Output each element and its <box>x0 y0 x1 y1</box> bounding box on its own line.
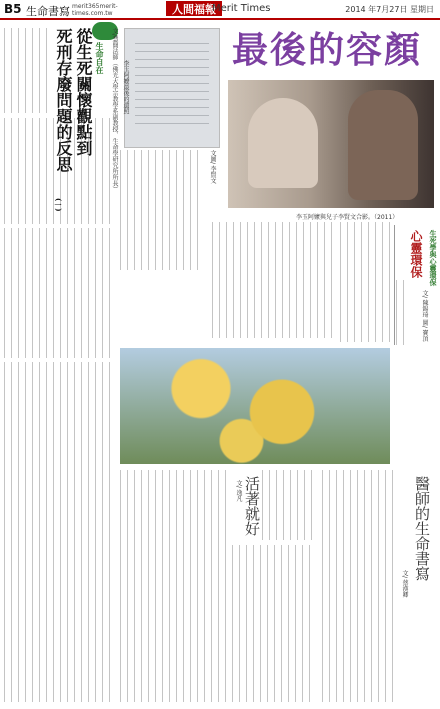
website-url: merit365merit-times.com.tw <box>72 3 118 17</box>
article-title-part: (一) <box>54 198 63 212</box>
son-figure <box>348 90 418 200</box>
column-divider <box>394 225 395 345</box>
essay-author: 文/ 逸凡 <box>235 480 242 502</box>
article-body <box>4 228 114 358</box>
grandmother-figure <box>248 98 318 188</box>
yellow-flower-photo <box>120 348 390 464</box>
essay-body <box>262 470 316 540</box>
article-title-line2: 死刑存廢問題的反思 <box>54 28 73 172</box>
essay-body <box>232 545 316 702</box>
feature-author: 文圖/ 李賢文 <box>209 150 216 184</box>
photo-caption: 李玉阿嬤與兒子李賢文合影。（2011） <box>296 214 399 221</box>
column-author: 文/ 陳錫琦 圖/ 寶頂 <box>421 290 428 342</box>
issue-date: 2014 年7月27日 星期日 <box>345 5 434 14</box>
feature-body <box>212 222 338 338</box>
section-number: B5 <box>4 2 22 16</box>
newspaper-english-name: Merit Times <box>212 3 271 14</box>
grandmother-son-photo <box>228 80 434 208</box>
essay-title: 活著就好 <box>243 476 261 536</box>
newspaper-logo: 人間福報 <box>166 1 222 16</box>
feature-title: 最後的容顏 <box>232 29 423 71</box>
article-body <box>4 28 50 113</box>
column-body <box>396 280 406 345</box>
essay2-author: 文/ 蔡漢卿 <box>401 570 408 598</box>
essay2-body <box>322 470 398 702</box>
letter-photo <box>124 28 220 148</box>
column-tag-green: 生死學與心靈環保 <box>429 230 437 286</box>
article-author: 文/慧開法師（佛光大學宗教學系副教授、生命學研究所所長） <box>111 28 118 193</box>
column-tag-label: 生命自在 <box>95 42 104 74</box>
column-title: 心靈環保 <box>409 230 423 278</box>
feature-body <box>120 150 204 270</box>
article-body <box>4 118 114 224</box>
essay2-title: 醫師的生命書寫 <box>413 476 431 581</box>
article-body <box>4 362 114 702</box>
section-name: 生命書寫 <box>26 5 70 18</box>
article-body <box>120 470 230 702</box>
feature-body <box>340 222 392 342</box>
letter-photo-caption: 李玉阿嬤最後的遺照 <box>122 60 129 114</box>
page-header <box>0 0 440 20</box>
article-title-line1: 從生死關懷觀點到 <box>74 28 93 156</box>
